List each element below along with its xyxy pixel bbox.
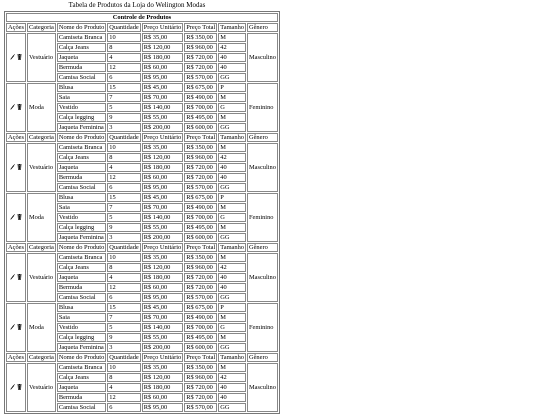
- gender-cell: Feminino: [247, 83, 278, 132]
- quantity-cell: 12: [107, 393, 140, 402]
- unit-price-cell: R$ 70,00: [142, 313, 183, 322]
- product-name-cell: Bermuda: [57, 283, 106, 292]
- column-header: Gênero: [247, 353, 278, 362]
- size-cell: 40: [218, 283, 246, 292]
- size-cell: M: [218, 313, 246, 322]
- column-header: Preço Total: [184, 353, 217, 362]
- actions-cell: [6, 253, 26, 302]
- column-header: Nome do Produto: [57, 133, 106, 142]
- product-name-cell: Saia: [57, 313, 106, 322]
- product-name-cell: Camiseta Branca: [57, 253, 106, 262]
- column-header: Categoria: [27, 23, 56, 32]
- size-cell: 42: [218, 43, 246, 52]
- column-header: Quantidade: [107, 353, 140, 362]
- size-cell: 40: [218, 163, 246, 172]
- unit-price-cell: R$ 180,00: [142, 273, 183, 282]
- product-name-cell: Camiseta Branca: [57, 143, 106, 152]
- quantity-cell: 15: [107, 193, 140, 202]
- product-name-cell: Camisa Social: [57, 183, 106, 192]
- total-price-cell: R$ 700,00: [184, 323, 217, 332]
- unit-price-cell: R$ 120,00: [142, 373, 183, 382]
- size-cell: M: [218, 333, 246, 342]
- quantity-cell: 12: [107, 283, 140, 292]
- row-actions: [8, 54, 22, 60]
- total-price-cell: R$ 720,00: [184, 283, 217, 292]
- size-cell: 40: [218, 53, 246, 62]
- total-price-cell: R$ 600,00: [184, 123, 217, 132]
- size-cell: GG: [218, 343, 246, 352]
- table-row: [6, 303, 278, 312]
- column-header: Ações: [6, 353, 26, 362]
- quantity-cell: 7: [107, 203, 140, 212]
- column-header: Tamanho: [218, 243, 246, 252]
- quantity-cell: 8: [107, 263, 140, 272]
- actions-cell: [6, 143, 26, 192]
- size-cell: GG: [218, 403, 246, 412]
- total-price-cell: R$ 570,00: [184, 73, 217, 82]
- unit-price-cell: R$ 55,00: [142, 333, 183, 342]
- column-header: Quantidade: [107, 23, 140, 32]
- column-header: Preço Unitário: [142, 353, 183, 362]
- column-header: Ações: [6, 243, 26, 252]
- product-name-cell: Camiseta Branca: [57, 33, 106, 42]
- total-price-cell: R$ 490,00: [184, 93, 217, 102]
- product-name-cell: Camisa Social: [57, 293, 106, 302]
- unit-price-cell: R$ 120,00: [142, 263, 183, 272]
- quantity-cell: 7: [107, 313, 140, 322]
- table-row: [6, 143, 278, 152]
- unit-price-cell: R$ 180,00: [142, 383, 183, 392]
- unit-price-cell: R$ 200,00: [142, 233, 183, 242]
- product-name-cell: Blusa: [57, 83, 106, 92]
- quantity-cell: 6: [107, 73, 140, 82]
- table-title: Controle de Produtos: [6, 13, 278, 22]
- pencil-icon[interactable]: [10, 214, 15, 220]
- quantity-cell: 10: [107, 33, 140, 42]
- product-name-cell: Camisa Social: [57, 403, 106, 412]
- total-price-cell: R$ 720,00: [184, 53, 217, 62]
- product-name-cell: Saia: [57, 93, 106, 102]
- total-price-cell: R$ 675,00: [184, 193, 217, 202]
- product-name-cell: Camisa Social: [57, 73, 106, 82]
- total-price-cell: R$ 700,00: [184, 103, 217, 112]
- category-cell: Moda: [27, 303, 56, 352]
- unit-price-cell: R$ 60,00: [142, 283, 183, 292]
- quantity-cell: 10: [107, 363, 140, 372]
- table-row: [6, 253, 278, 262]
- unit-price-cell: R$ 35,00: [142, 143, 183, 152]
- quantity-cell: 3: [107, 233, 140, 242]
- total-price-cell: R$ 490,00: [184, 313, 217, 322]
- size-cell: 40: [218, 393, 246, 402]
- unit-price-cell: R$ 45,00: [142, 83, 183, 92]
- total-price-cell: R$ 350,00: [184, 363, 217, 372]
- size-cell: M: [218, 143, 246, 152]
- products-table: [4, 11, 280, 414]
- table-caption: Tabela de Produtos da Loja do Welington Modas: [4, 1, 270, 10]
- size-cell: 40: [218, 273, 246, 282]
- size-cell: M: [218, 253, 246, 262]
- total-price-cell: R$ 570,00: [184, 183, 217, 192]
- gender-cell: Feminino: [247, 303, 278, 352]
- category-cell: Moda: [27, 83, 56, 132]
- product-name-cell: Jaqueta Feminina: [57, 123, 106, 132]
- quantity-cell: 15: [107, 303, 140, 312]
- quantity-cell: 6: [107, 403, 140, 412]
- size-cell: 40: [218, 383, 246, 392]
- row-actions: [8, 274, 22, 280]
- total-price-cell: R$ 495,00: [184, 113, 217, 122]
- table-row: [6, 363, 278, 372]
- product-name-cell: Calça legging: [57, 113, 106, 122]
- unit-price-cell: R$ 60,00: [142, 173, 183, 182]
- quantity-cell: 4: [107, 383, 140, 392]
- unit-price-cell: R$ 95,00: [142, 293, 183, 302]
- unit-price-cell: R$ 70,00: [142, 93, 183, 102]
- total-price-cell: R$ 720,00: [184, 273, 217, 282]
- column-header: Categoria: [27, 133, 56, 142]
- category-cell: Vestuário: [27, 33, 56, 82]
- quantity-cell: 3: [107, 343, 140, 352]
- total-price-cell: R$ 700,00: [184, 213, 217, 222]
- column-header: Categoria: [27, 243, 56, 252]
- pencil-icon[interactable]: [10, 274, 15, 280]
- quantity-cell: 5: [107, 213, 140, 222]
- total-price-cell: R$ 720,00: [184, 173, 217, 182]
- total-price-cell: R$ 495,00: [184, 333, 217, 342]
- actions-cell: [6, 303, 26, 352]
- size-cell: P: [218, 303, 246, 312]
- unit-price-cell: R$ 95,00: [142, 183, 183, 192]
- unit-price-cell: R$ 95,00: [142, 403, 183, 412]
- product-name-cell: Calça legging: [57, 223, 106, 232]
- quantity-cell: 5: [107, 103, 140, 112]
- trash-icon[interactable]: [17, 104, 22, 110]
- column-header: Preço Total: [184, 243, 217, 252]
- total-price-cell: R$ 720,00: [184, 163, 217, 172]
- table-row: [6, 193, 278, 202]
- total-price-cell: R$ 570,00: [184, 293, 217, 302]
- size-cell: M: [218, 223, 246, 232]
- product-name-cell: Blusa: [57, 193, 106, 202]
- actions-cell: [6, 33, 26, 82]
- header-row: [6, 353, 278, 362]
- unit-price-cell: R$ 180,00: [142, 163, 183, 172]
- product-name-cell: Jaqueta: [57, 383, 106, 392]
- table-row: [6, 83, 278, 92]
- pencil-icon[interactable]: [10, 104, 15, 110]
- unit-price-cell: R$ 55,00: [142, 223, 183, 232]
- total-price-cell: R$ 960,00: [184, 43, 217, 52]
- size-cell: G: [218, 213, 246, 222]
- size-cell: M: [218, 33, 246, 42]
- category-cell: Vestuário: [27, 253, 56, 302]
- quantity-cell: 5: [107, 323, 140, 332]
- quantity-cell: 4: [107, 273, 140, 282]
- table-row: [6, 33, 278, 42]
- product-name-cell: Bermuda: [57, 173, 106, 182]
- actions-cell: [6, 363, 26, 412]
- product-name-cell: Bermuda: [57, 393, 106, 402]
- header-row: [6, 23, 278, 32]
- product-name-cell: Jaqueta Feminina: [57, 233, 106, 242]
- product-name-cell: Vestido: [57, 103, 106, 112]
- product-name-cell: Calça Jeans: [57, 263, 106, 272]
- column-header: Preço Unitário: [142, 23, 183, 32]
- column-header: Gênero: [247, 243, 278, 252]
- total-price-cell: R$ 675,00: [184, 303, 217, 312]
- quantity-cell: 3: [107, 123, 140, 132]
- column-header: Nome do Produto: [57, 243, 106, 252]
- product-name-cell: Jaqueta: [57, 163, 106, 172]
- column-header: Tamanho: [218, 133, 246, 142]
- unit-price-cell: R$ 120,00: [142, 153, 183, 162]
- category-cell: Vestuário: [27, 143, 56, 192]
- total-price-cell: R$ 570,00: [184, 403, 217, 412]
- column-header: Ações: [6, 133, 26, 142]
- unit-price-cell: R$ 60,00: [142, 63, 183, 72]
- size-cell: M: [218, 363, 246, 372]
- trash-icon[interactable]: [17, 274, 22, 280]
- total-price-cell: R$ 350,00: [184, 33, 217, 42]
- gender-cell: Masculino: [247, 143, 278, 192]
- unit-price-cell: R$ 140,00: [142, 103, 183, 112]
- column-header: Tamanho: [218, 353, 246, 362]
- unit-price-cell: R$ 70,00: [142, 203, 183, 212]
- column-header: Preço Total: [184, 133, 217, 142]
- size-cell: GG: [218, 293, 246, 302]
- category-cell: Vestuário: [27, 363, 56, 412]
- column-header: Nome do Produto: [57, 353, 106, 362]
- column-header: Preço Unitário: [142, 243, 183, 252]
- product-name-cell: Bermuda: [57, 63, 106, 72]
- actions-cell: [6, 193, 26, 242]
- unit-price-cell: R$ 200,00: [142, 343, 183, 352]
- product-name-cell: Calça Jeans: [57, 43, 106, 52]
- total-price-cell: R$ 600,00: [184, 233, 217, 242]
- unit-price-cell: R$ 35,00: [142, 253, 183, 262]
- category-cell: Moda: [27, 193, 56, 242]
- trash-icon[interactable]: [17, 384, 22, 390]
- gender-cell: Feminino: [247, 193, 278, 242]
- total-price-cell: R$ 720,00: [184, 383, 217, 392]
- product-name-cell: Saia: [57, 203, 106, 212]
- total-price-cell: R$ 600,00: [184, 343, 217, 352]
- quantity-cell: 12: [107, 63, 140, 72]
- product-name-cell: Vestido: [57, 213, 106, 222]
- quantity-cell: 7: [107, 93, 140, 102]
- total-price-cell: R$ 350,00: [184, 253, 217, 262]
- size-cell: G: [218, 103, 246, 112]
- quantity-cell: 6: [107, 293, 140, 302]
- total-price-cell: R$ 720,00: [184, 393, 217, 402]
- quantity-cell: 9: [107, 223, 140, 232]
- quantity-cell: 10: [107, 143, 140, 152]
- trash-icon[interactable]: [17, 54, 22, 60]
- row-actions: [8, 104, 22, 110]
- product-name-cell: Calça legging: [57, 333, 106, 342]
- column-header: Quantidade: [107, 133, 140, 142]
- product-name-cell: Jaqueta Feminina: [57, 343, 106, 352]
- column-header: Categoria: [27, 353, 56, 362]
- quantity-cell: 15: [107, 83, 140, 92]
- trash-icon[interactable]: [17, 214, 22, 220]
- product-name-cell: Calça Jeans: [57, 373, 106, 382]
- unit-price-cell: R$ 60,00: [142, 393, 183, 402]
- size-cell: GG: [218, 183, 246, 192]
- quantity-cell: 6: [107, 183, 140, 192]
- row-actions: [8, 214, 22, 220]
- size-cell: M: [218, 93, 246, 102]
- product-name-cell: Jaqueta: [57, 53, 106, 62]
- gender-cell: Masculino: [247, 363, 278, 412]
- total-price-cell: R$ 960,00: [184, 263, 217, 272]
- size-cell: P: [218, 193, 246, 202]
- size-cell: G: [218, 323, 246, 332]
- row-actions: [8, 164, 22, 170]
- total-price-cell: R$ 350,00: [184, 143, 217, 152]
- quantity-cell: 9: [107, 113, 140, 122]
- product-name-cell: Vestido: [57, 323, 106, 332]
- size-cell: GG: [218, 123, 246, 132]
- column-header: Nome do Produto: [57, 23, 106, 32]
- pencil-icon[interactable]: [10, 164, 15, 170]
- column-header: Tamanho: [218, 23, 246, 32]
- unit-price-cell: R$ 120,00: [142, 43, 183, 52]
- column-header: Ações: [6, 23, 26, 32]
- size-cell: 42: [218, 373, 246, 382]
- size-cell: GG: [218, 73, 246, 82]
- column-header: Gênero: [247, 23, 278, 32]
- quantity-cell: 12: [107, 173, 140, 182]
- gender-cell: Masculino: [247, 253, 278, 302]
- unit-price-cell: R$ 140,00: [142, 213, 183, 222]
- size-cell: 42: [218, 153, 246, 162]
- unit-price-cell: R$ 180,00: [142, 53, 183, 62]
- total-price-cell: R$ 495,00: [184, 223, 217, 232]
- quantity-cell: 8: [107, 153, 140, 162]
- column-header: Quantidade: [107, 243, 140, 252]
- product-name-cell: Blusa: [57, 303, 106, 312]
- product-name-cell: Calça Jeans: [57, 153, 106, 162]
- size-cell: M: [218, 113, 246, 122]
- column-header: Gênero: [247, 133, 278, 142]
- quantity-cell: 10: [107, 253, 140, 262]
- product-name-cell: Camiseta Branca: [57, 363, 106, 372]
- row-actions: [8, 324, 22, 330]
- unit-price-cell: R$ 45,00: [142, 193, 183, 202]
- unit-price-cell: R$ 140,00: [142, 323, 183, 332]
- trash-icon[interactable]: [17, 164, 22, 170]
- size-cell: M: [218, 203, 246, 212]
- column-header: Preço Total: [184, 23, 217, 32]
- total-price-cell: R$ 675,00: [184, 83, 217, 92]
- row-actions: [8, 384, 22, 390]
- unit-price-cell: R$ 45,00: [142, 303, 183, 312]
- size-cell: 40: [218, 173, 246, 182]
- quantity-cell: 4: [107, 163, 140, 172]
- unit-price-cell: R$ 200,00: [142, 123, 183, 132]
- pencil-icon[interactable]: [10, 324, 15, 330]
- table-title-row: [6, 13, 278, 22]
- size-cell: GG: [218, 233, 246, 242]
- unit-price-cell: R$ 35,00: [142, 363, 183, 372]
- total-price-cell: R$ 960,00: [184, 153, 217, 162]
- gender-cell: Masculino: [247, 33, 278, 82]
- total-price-cell: R$ 720,00: [184, 63, 217, 72]
- product-name-cell: Jaqueta: [57, 273, 106, 282]
- trash-icon[interactable]: [17, 324, 22, 330]
- pencil-icon[interactable]: [10, 384, 15, 390]
- actions-cell: [6, 83, 26, 132]
- quantity-cell: 9: [107, 333, 140, 342]
- quantity-cell: 8: [107, 373, 140, 382]
- unit-price-cell: R$ 95,00: [142, 73, 183, 82]
- size-cell: P: [218, 83, 246, 92]
- total-price-cell: R$ 490,00: [184, 203, 217, 212]
- quantity-cell: 8: [107, 43, 140, 52]
- pencil-icon[interactable]: [10, 54, 15, 60]
- unit-price-cell: R$ 55,00: [142, 113, 183, 122]
- header-row: [6, 243, 278, 252]
- total-price-cell: R$ 960,00: [184, 373, 217, 382]
- unit-price-cell: R$ 35,00: [142, 33, 183, 42]
- size-cell: 40: [218, 63, 246, 72]
- quantity-cell: 4: [107, 53, 140, 62]
- header-row: [6, 133, 278, 142]
- column-header: Preço Unitário: [142, 133, 183, 142]
- size-cell: 42: [218, 263, 246, 272]
